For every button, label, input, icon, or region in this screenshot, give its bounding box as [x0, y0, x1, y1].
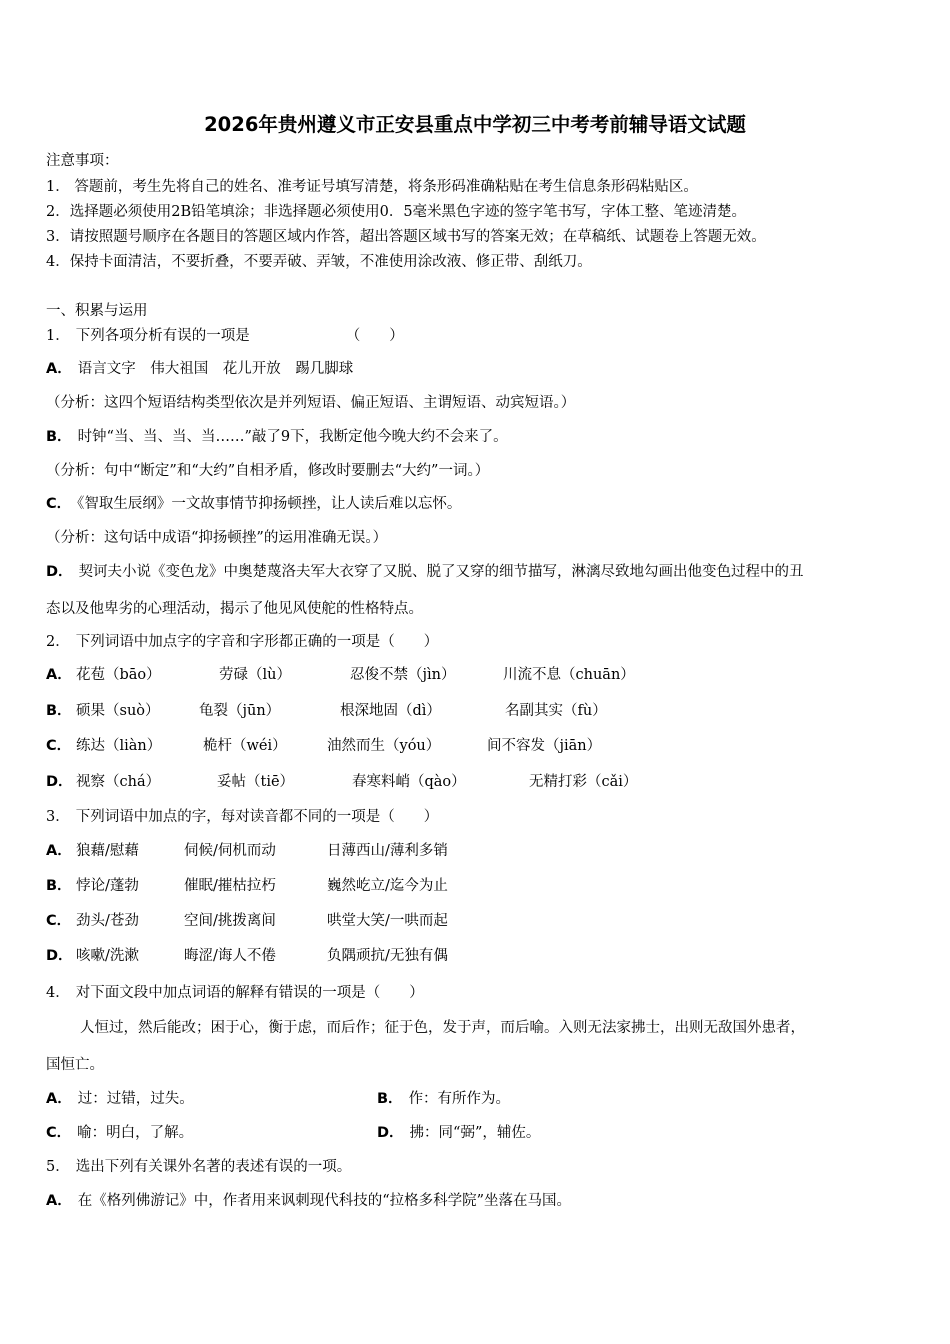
option-item: 龟裂（jūn）	[199, 703, 281, 719]
option-item: 川流不息（chuān）	[503, 667, 635, 683]
notice-heading: 注意事项：	[46, 153, 119, 169]
option-label: D．	[46, 564, 73, 580]
q3-option-c	[46, 911, 448, 931]
notice-item-4: 4．保持卡面清洁，不要折叠，不要弄破、弄皱，不准使用涂改液、修正带、刮纸刀。	[46, 254, 592, 270]
q5-option-a	[46, 1191, 571, 1211]
option-item: 劳碌（lù）	[219, 667, 291, 683]
q3-option-d	[46, 946, 448, 966]
page-title: 2026年贵州遵义市正安县重点中学初三中考考前辅导语文试题	[204, 113, 746, 136]
option-item: 悖论/蓬勃	[76, 878, 139, 894]
option-label: A．	[46, 1091, 72, 1107]
q2-option-d	[46, 772, 638, 792]
q2-number: 2．	[46, 634, 70, 650]
option-item: 忍俊不禁（jìn）	[350, 667, 456, 683]
option-item: 巍然屹立/迄今为止	[327, 878, 448, 894]
q4-passage: 人恒过，然后能改；困于心，衡于虑，而后作；征于色，发于声，而后喻。入则无法家拂士，出则无敌国外患者，	[80, 1020, 805, 1036]
option-label: A．	[46, 843, 72, 859]
option-item: 晦涩/诲人不倦	[184, 948, 276, 964]
q1-note-b: （分析：句中“断定”和“大约”自相矛盾，修改时要删去“大约”一词。）	[46, 463, 490, 479]
q1-option-d-continued: 态以及他卑劣的心理活动，揭示了他见风使舵的性格特点。	[46, 601, 423, 617]
option-label: B．	[46, 429, 72, 445]
q4-option-b	[377, 1089, 510, 1109]
option-label: A．	[46, 361, 72, 377]
option-item: 花苞（bāo）	[76, 667, 161, 683]
q2-stem	[46, 632, 438, 652]
q1-option-a	[46, 359, 353, 379]
option-label: A．	[46, 1193, 72, 1209]
option-item: 视察（chá）	[76, 774, 161, 790]
option-item: 无精打彩（cǎi）	[529, 774, 638, 790]
option-label: C．	[46, 738, 72, 754]
option-item: 春寒料峭（qào）	[352, 774, 466, 790]
q1-text: 下列各项分析有误的一项是	[75, 328, 250, 344]
notice-item-1: 1． 答题前，考生先将自己的姓名、准考证号填写清楚，将条形码准确粘贴在考生信息条形码粘贴区。	[46, 179, 698, 195]
option-text: 过：过错，过失。	[77, 1091, 194, 1107]
q2-option-b	[46, 701, 607, 721]
q2-option-a	[46, 665, 635, 685]
q1-note-a: （分析：这四个短语结构类型依次是并列短语、偏正短语、主谓短语、动宾短语。）	[46, 395, 576, 411]
option-text: 拂：同“弼”，辅佐。	[409, 1125, 541, 1141]
q4-stem	[46, 983, 424, 1003]
option-item: 哄堂大笑/一哄而起	[327, 913, 448, 929]
option-item: 桅杆（wéi）	[203, 738, 287, 754]
q1-blank: （ ）	[345, 328, 404, 344]
option-item: 空间/挑拨离间	[184, 913, 276, 929]
q1-number: 1．	[46, 328, 70, 344]
q4-option-a	[46, 1089, 194, 1109]
q4-passage-continued: 国恒亡。	[46, 1057, 104, 1073]
option-label: B．	[377, 1091, 403, 1107]
q1-note-c: （分析：这句话中成语“抑扬顿挫”的运用准确无误。）	[46, 530, 388, 546]
q1-stem	[46, 326, 404, 346]
option-text: 时钟“当、当、当、当……”敲了9下，我断定他今晚大约不会来了。	[77, 429, 508, 445]
q2-text: 下列词语中加点字的字音和字形都正确的一项是（ ）	[75, 634, 439, 650]
option-item: 间不容发（jiān）	[487, 738, 602, 754]
notice-item-3: 3．请按照题号顺序在各题目的答题区域内作答，超出答题区域书写的答案无效；在草稿纸、试题卷上答题无效。	[46, 229, 766, 245]
option-text: 在《格列佛游记》中，作者用来讽刺现代科技的“拉格多科学院”坐落在马国。	[77, 1193, 572, 1209]
q4-number: 4．	[46, 985, 70, 1001]
option-label: B．	[46, 703, 72, 719]
option-item: 狼藉/慰藉	[76, 843, 139, 859]
q1-option-d	[46, 562, 804, 582]
option-label: A．	[46, 667, 72, 683]
option-text: 喻：明白，了解。	[77, 1125, 194, 1141]
q4-option-d	[377, 1123, 540, 1143]
notice-item-2: 2．选择题必须使用2B铅笔填涂；非选择题必须使用0．5毫米黑色字迹的签字笔书写，字体工整、笔迹清楚。	[46, 204, 747, 220]
q4-option-c	[46, 1123, 193, 1143]
q3-text: 下列词语中加点的字，每对读音都不同的一项是（ ）	[75, 809, 439, 825]
option-item: 伺候/伺机而动	[184, 843, 276, 859]
q4-text: 对下面文段中加点词语的解释有错误的一项是（ ）	[75, 985, 424, 1001]
option-item: 根深地固（dì）	[340, 703, 441, 719]
option-text: 作：有所作为。	[408, 1091, 511, 1107]
option-item: 劲头/苍劲	[76, 913, 139, 929]
q3-option-b	[46, 876, 448, 896]
q3-option-a	[46, 841, 448, 861]
section-heading: 一、积累与运用	[46, 303, 148, 319]
option-text: 契诃夫小说《变色龙》中奥楚蔑洛夫军大衣穿了又脱、脱了又穿的细节描写，淋漓尽致地勾画出他变色过程中的丑	[78, 564, 804, 580]
option-item: 日薄西山/薄利多销	[327, 843, 448, 859]
q5-stem	[46, 1157, 351, 1177]
q3-number: 3．	[46, 809, 70, 825]
q5-text: 选出下列有关课外名著的表述有误的一项。	[75, 1159, 352, 1175]
option-item: 催眠/摧枯拉朽	[184, 878, 276, 894]
option-label: D．	[377, 1125, 404, 1141]
option-item: 名副其实（fù）	[505, 703, 607, 719]
q2-option-c	[46, 736, 602, 756]
q3-stem	[46, 807, 438, 827]
option-label: B．	[46, 878, 72, 894]
option-text: 语言文字 伟大祖国 花儿开放 踢几脚球	[77, 361, 354, 377]
option-label: D．	[46, 948, 73, 964]
option-label: C．	[46, 913, 72, 929]
option-text: 《智取生辰纲》一文故事情节抑扬顿挫，让人读后难以忘怀。	[77, 496, 462, 512]
q1-option-b	[46, 427, 508, 447]
option-label: D．	[46, 774, 73, 790]
q5-number: 5．	[46, 1159, 70, 1175]
option-item: 咳嗽/洗漱	[76, 948, 139, 964]
option-item: 油然而生（yóu）	[327, 738, 441, 754]
option-item: 硕果（suò）	[76, 703, 160, 719]
option-item: 负隅顽抗/无独有偶	[327, 948, 448, 964]
option-label: C．	[46, 1125, 72, 1141]
option-item: 练达（liàn）	[76, 738, 162, 754]
option-label: C．	[46, 496, 72, 512]
q1-option-c	[46, 494, 461, 514]
option-item: 妥帖（tiē）	[217, 774, 295, 790]
